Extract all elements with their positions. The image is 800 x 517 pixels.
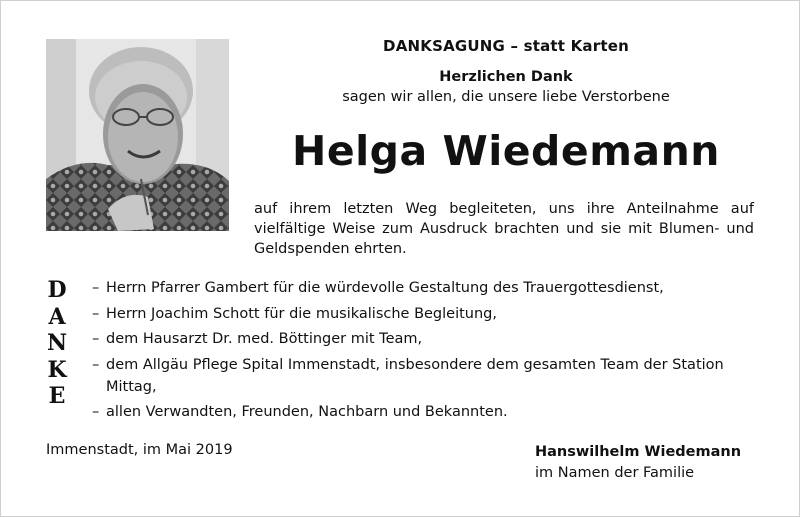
list-item-text: Herrn Pfarrer Gambert für die würdevolle Gestaltung des Trauergottesdienst, — [106, 280, 664, 296]
list-marker: – — [92, 331, 100, 347]
list-item — [92, 401, 764, 423]
list-item-text: allen Verwandten, Freunden, Nachbarn und Bekannten. — [106, 404, 508, 420]
danke-letter: E — [48, 383, 66, 409]
list-item — [92, 354, 764, 398]
list-item-text: dem Allgäu Pflege Spital Immenstadt, insbesondere dem gesamten Team der Station Mittag, — [106, 356, 724, 395]
danke-vertical — [45, 277, 69, 410]
notice-subheading: Herzlichen Dank — [439, 69, 573, 85]
list-item — [92, 303, 764, 325]
list-item-text: dem Hausarzt Dr. med. Böttinger mit Team, — [106, 331, 423, 347]
place-date: Immenstadt, im Mai 2019 — [46, 442, 233, 458]
list-item — [92, 328, 764, 350]
signature-block — [535, 442, 741, 484]
portrait-photo — [46, 39, 229, 231]
signer-note: im Namen der Familie — [535, 465, 695, 481]
danke-letter: K — [47, 356, 67, 383]
list-marker: – — [92, 404, 100, 420]
list-marker: – — [92, 356, 100, 373]
danke-letter: A — [48, 303, 66, 330]
intro-line: sagen wir allen, die unsere liebe Verstorbene — [342, 89, 670, 105]
portrait-icon — [46, 39, 229, 231]
danke-letter: N — [46, 330, 68, 356]
thanks-list — [92, 277, 764, 427]
danke-letter: D — [47, 277, 67, 303]
deceased-name: Helga Wiedemann — [292, 127, 720, 175]
list-item-text: Herrn Joachim Schott für die musikalische Begleitung, — [106, 305, 497, 322]
list-item — [92, 277, 764, 299]
signer-name: Hanswilhelm Wiedemann — [535, 444, 742, 460]
header-block — [256, 37, 756, 105]
thanks-paragraph: auf ihrem letzten Weg begleiteten, uns ihre Anteilnahme auf vielfältige Weise zum Ausdruck brachten und sie mit Blumen- und Geldspenden ehrten. — [254, 201, 754, 257]
list-marker: – — [92, 305, 100, 322]
list-marker: – — [92, 280, 100, 296]
notice-heading: DANKSAGUNG – statt Karten — [383, 37, 629, 55]
